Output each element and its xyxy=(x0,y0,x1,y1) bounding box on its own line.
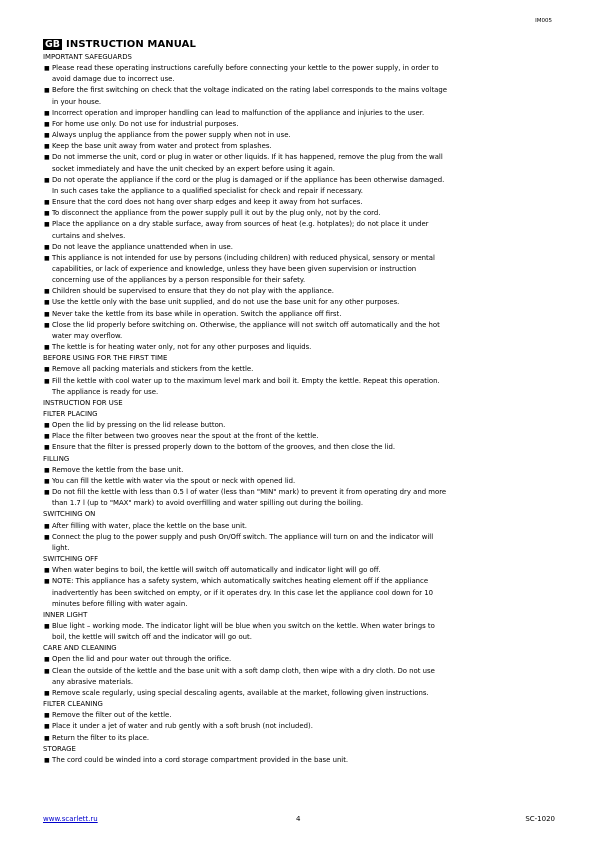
item-line: curtains and shelves. xyxy=(52,231,126,240)
square-bullet-icon: ■ xyxy=(44,712,50,720)
list-item xyxy=(43,152,555,174)
section-heading: IMPORTANT SAFEGUARDS xyxy=(43,53,132,61)
square-bullet-icon: ■ xyxy=(44,210,50,218)
square-bullet-icon: ■ xyxy=(44,433,50,441)
section-heading: FILTER PLACING xyxy=(43,410,98,418)
list-item xyxy=(43,342,555,353)
square-bullet-icon: ■ xyxy=(44,723,50,731)
square-bullet-icon: ■ xyxy=(44,466,50,474)
square-bullet-icon: ■ xyxy=(44,243,50,251)
item-line: After filling with water, place the kettle on the base unit. xyxy=(52,521,247,530)
section-heading: CARE AND CLEANING xyxy=(43,644,117,653)
list-item xyxy=(43,219,555,241)
item-line: For home use only. Do not use for industrial purposes. xyxy=(52,119,239,128)
square-bullet-icon: ■ xyxy=(44,477,50,485)
item-line: Place it under a jet of water and rub gently with a soft brush (not included). xyxy=(52,722,313,731)
document-code: IM005 xyxy=(535,18,552,24)
square-bullet-icon: ■ xyxy=(44,366,50,374)
square-bullet-icon: ■ xyxy=(44,143,50,151)
item-line: Remove the filter out of the kettle. xyxy=(52,711,172,720)
list-item xyxy=(43,320,555,342)
square-bullet-icon: ■ xyxy=(44,422,50,430)
item-line: Close the lid properly before switching on. Otherwise, the appliance will not switch off automatically and the hot xyxy=(52,320,440,329)
list-item xyxy=(43,721,555,732)
list-item xyxy=(43,476,555,487)
section-heading: SWITCHING ON xyxy=(43,510,96,519)
item-line: Before the first switching on check that the voltage indicated on the rating label corresponds to the mains voltage xyxy=(52,86,447,95)
item-line: Use the kettle only with the base unit supplied, and do not use the base unit for any other purposes. xyxy=(52,298,400,307)
list-item xyxy=(43,442,555,453)
square-bullet-icon: ■ xyxy=(44,321,50,329)
item-line: Remove scale regularly, using special descaling agents, available at the market, following given instructions. xyxy=(52,688,429,697)
item-line: Do not immerse the unit, cord or plug in water or other liquids. If it has happened, remove the plug from the wall xyxy=(52,153,443,162)
list-item xyxy=(43,364,555,375)
item-line: Incorrect operation and improper handling can lead to malfunction of the appliance and injuries to the user. xyxy=(52,108,425,117)
item-line: than 1.7 l (up to "MAX" mark) to avoid overfilling and water spilling out during the boiling. xyxy=(52,499,364,508)
list-item xyxy=(43,431,555,442)
item-line: Clean the outside of the kettle and the base unit with a soft damp cloth, then wipe with a dry cloth. Do not use xyxy=(52,666,435,675)
item-line: When water begins to boil, the kettle will switch off automatically and indicator light will go off. xyxy=(52,566,381,575)
square-bullet-icon: ■ xyxy=(44,533,50,541)
section-heading: INNER LIGHT xyxy=(43,610,88,619)
item-line: inadvertently has been switched on empty, or if it operates dry. In this case let the appliance cool down for 10 xyxy=(52,588,434,597)
square-bullet-icon: ■ xyxy=(44,567,50,575)
square-bullet-icon: ■ xyxy=(44,377,50,385)
square-bullet-icon: ■ xyxy=(44,444,50,452)
item-line: boil, the kettle will switch off and the indicator will go out. xyxy=(52,633,252,642)
item-line: Do not fill the kettle with less than 0.5 l of water (less than "MIN" mark) to prevent it from operating dry and more xyxy=(52,488,447,497)
list-item xyxy=(43,420,555,431)
item-line: Blue light – working mode. The indicator light will be blue when you switch on the kettle. When water brings to xyxy=(52,621,435,630)
square-bullet-icon: ■ xyxy=(44,344,50,352)
item-line: The appliance is ready for use. xyxy=(52,387,159,396)
square-bullet-icon: ■ xyxy=(44,288,50,296)
square-bullet-icon: ■ xyxy=(44,622,50,630)
item-line: Ensure that the cord does not hang over sharp edges and keep it away from hot surfaces. xyxy=(52,198,363,207)
item-line: This appliance is not intended for use by persons (including children) with reduced physical, sensory or mental xyxy=(52,253,435,262)
item-line: Remove all packing materials and stickers from the kettle. xyxy=(52,365,254,374)
section-heading: STORAGE xyxy=(43,744,76,753)
square-bullet-icon: ■ xyxy=(44,109,50,117)
square-bullet-icon: ■ xyxy=(44,120,50,128)
item-line: Always unplug the appliance from the power supply when not in use. xyxy=(52,131,291,140)
square-bullet-icon: ■ xyxy=(44,299,50,307)
item-line: To disconnect the appliance from the power supply pull it out by the plug only, not by the cord. xyxy=(52,209,381,218)
item-line: Place the filter between two grooves near the spout at the front of the kettle. xyxy=(52,432,319,441)
square-bullet-icon: ■ xyxy=(44,221,50,229)
square-bullet-icon: ■ xyxy=(44,176,50,184)
section-heading: FILTER CLEANING xyxy=(43,700,103,709)
item-line: Connect the plug to the power supply and push On/Off switch. The appliance will turn on and the indicator will xyxy=(52,532,434,541)
item-line: Keep the base unit away from water and protect from splashes. xyxy=(52,142,272,151)
item-line: Do not leave the appliance unattended when in use. xyxy=(52,242,233,251)
item-line: light. xyxy=(52,543,70,552)
section-heading: FILLING xyxy=(43,454,70,463)
square-bullet-icon: ■ xyxy=(44,199,50,207)
list-item xyxy=(43,733,555,744)
item-line: Please read these operating instructions carefully before connecting your kettle to the power supply, in order to xyxy=(52,64,439,73)
square-bullet-icon: ■ xyxy=(44,578,50,586)
item-line: NOTE: This appliance has a safety system, which automatically switches heating element off if the appliance xyxy=(52,577,429,586)
square-bullet-icon: ■ xyxy=(44,254,50,262)
list-item xyxy=(43,253,555,286)
page-number: 4 xyxy=(296,815,301,823)
list-item xyxy=(43,297,555,308)
list-item xyxy=(43,688,555,699)
list-item xyxy=(43,130,555,141)
square-bullet-icon: ■ xyxy=(44,310,50,318)
list-item xyxy=(43,532,555,554)
list-item xyxy=(43,521,555,532)
item-line: Fill the kettle with cool water up to the maximum level mark and boil it. Empty the kettle. Repeat this operation. xyxy=(52,376,440,385)
item-line: Do not operate the appliance if the cord or the plug is damaged or if the appliance has been otherwise damaged. xyxy=(52,175,445,184)
list-item xyxy=(43,208,555,219)
item-line: Remove the kettle from the base unit. xyxy=(52,465,184,474)
section-heading: SWITCHING OFF xyxy=(43,555,99,564)
item-line: any abrasive materials. xyxy=(52,677,134,686)
list-item xyxy=(43,85,555,107)
item-line: Never take the kettle from its base while in operation. Switch the appliance off first. xyxy=(52,309,342,318)
list-item xyxy=(43,309,555,320)
list-item xyxy=(43,175,555,197)
item-line: Open the lid by pressing on the lid release button. xyxy=(52,421,226,430)
website-link[interactable]: www.scarlett.ru xyxy=(43,815,98,823)
item-line: avoid damage due to incorrect use. xyxy=(52,75,175,84)
square-bullet-icon: ■ xyxy=(44,667,50,675)
item-line: Open the lid and pour water out through the orifice. xyxy=(52,655,232,664)
square-bullet-icon: ■ xyxy=(44,154,50,162)
square-bullet-icon: ■ xyxy=(44,522,50,530)
manual-content xyxy=(43,52,555,766)
item-line: Children should be supervised to ensure that they do not play with the appliance. xyxy=(52,287,334,296)
item-line: in your house. xyxy=(52,97,102,106)
square-bullet-icon: ■ xyxy=(44,132,50,140)
section-heading: BEFORE USING FOR THE FIRST TIME xyxy=(43,354,168,363)
item-line: The cord could be winded into a cord storage compartment provided in the base unit. xyxy=(52,755,349,764)
list-item xyxy=(43,376,555,398)
list-item xyxy=(43,141,555,152)
list-item xyxy=(43,286,555,297)
section-heading: INSTRUCTION FOR USE xyxy=(43,398,123,407)
list-item xyxy=(43,654,555,665)
title-row xyxy=(43,39,196,50)
item-line: capabilities, or lack of experience and knowledge, unless they have been given supervision or instruction xyxy=(52,264,417,273)
square-bullet-icon: ■ xyxy=(44,689,50,697)
list-item xyxy=(43,465,555,476)
square-bullet-icon: ■ xyxy=(44,756,50,764)
language-badge: GB xyxy=(45,39,61,50)
item-line: Place the appliance on a dry stable surface, away from sources of heat (e.g. hotplates); do not place it under xyxy=(52,220,429,229)
square-bullet-icon: ■ xyxy=(44,87,50,95)
list-item xyxy=(43,108,555,119)
item-line: Return the filter to its place. xyxy=(52,733,150,742)
square-bullet-icon: ■ xyxy=(44,65,50,73)
item-line: minutes before filling with water again. xyxy=(52,599,188,608)
list-item xyxy=(43,487,555,509)
model-number: SC-1020 xyxy=(525,815,555,823)
list-item xyxy=(43,755,555,766)
item-line: concerning use of the appliances by a person responsible for their safety. xyxy=(52,276,306,285)
item-line: Ensure that the filter is pressed properly down to the bottom of the grooves, and then close the lid. xyxy=(52,443,396,452)
list-item xyxy=(43,119,555,130)
list-item xyxy=(43,710,555,721)
square-bullet-icon: ■ xyxy=(44,489,50,497)
list-item xyxy=(43,565,555,576)
page-title: INSTRUCTION MANUAL xyxy=(66,39,196,50)
list-item xyxy=(43,666,555,688)
item-line: In such cases take the appliance to a qualified specialist for check and repair if necessary. xyxy=(52,186,363,195)
list-item xyxy=(43,576,555,609)
item-line: You can fill the kettle with water via the spout or neck with opened lid. xyxy=(52,476,296,485)
list-item xyxy=(43,621,555,643)
item-line: water may overflow. xyxy=(52,331,123,340)
square-bullet-icon: ■ xyxy=(44,734,50,742)
list-item xyxy=(43,63,555,85)
item-line: socket immediately and have the unit checked by an expert before using it again. xyxy=(52,164,335,173)
square-bullet-icon: ■ xyxy=(44,656,50,664)
list-item xyxy=(43,197,555,208)
list-item xyxy=(43,242,555,253)
item-line: The kettle is for heating water only, not for any other purposes and liquids. xyxy=(52,343,312,352)
